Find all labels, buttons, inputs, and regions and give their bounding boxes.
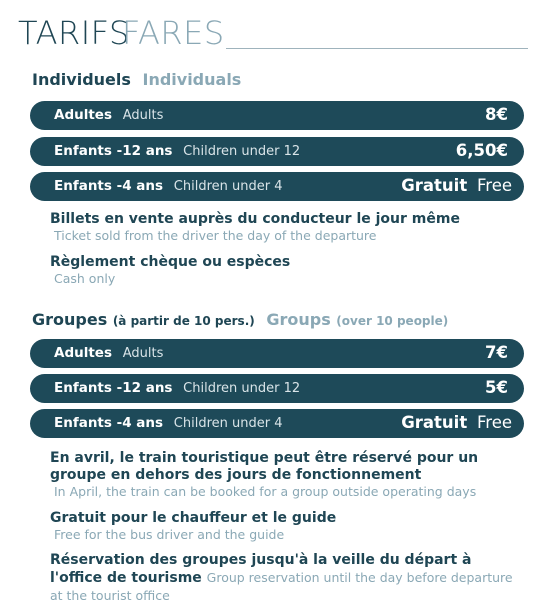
fare-price: 8€	[485, 105, 508, 124]
note-en: Group reservation until the day before departure at the tourist office	[50, 570, 513, 603]
fare-price: Gratuit	[401, 176, 468, 195]
info-note	[50, 510, 520, 543]
note-fr: Gratuit pour le chauffeur et le guide	[50, 510, 337, 526]
note-fr: En avril, le train touristique peut être réservé pour un groupe en dehors des jours de fonctionnement	[50, 450, 479, 483]
fare-label-fr: Adultes	[54, 345, 112, 361]
fare-price-en: Free	[476, 413, 512, 432]
page-title: TARIFS	[18, 14, 130, 52]
fare-label-en: Children under 4	[173, 179, 283, 194]
info-note	[50, 211, 520, 244]
fare-row	[30, 409, 524, 438]
heading-fr: Groupes	[32, 310, 108, 329]
fare-price: 5€	[485, 378, 508, 397]
fare-price: Gratuit	[401, 413, 468, 432]
fare-row	[30, 172, 524, 201]
fare-row	[30, 101, 524, 130]
section-heading-groups	[32, 310, 448, 329]
heading-fr: Individuels	[32, 70, 131, 89]
fare-label-fr: Enfants -12 ans	[54, 143, 173, 159]
note-en: In April, the train can be booked for a group outside operating days	[54, 484, 477, 499]
fare-label-fr: Adultes	[54, 107, 112, 123]
fare-label-en: Children under 12	[183, 381, 301, 396]
info-note	[50, 552, 515, 605]
note-en: Cash only	[54, 271, 116, 286]
fare-row	[30, 137, 524, 166]
fare-label-en: Adults	[122, 346, 164, 361]
fare-label-en: Adults	[122, 108, 164, 123]
section-heading-individual	[32, 70, 241, 89]
note-en: Ticket sold from the driver the day of the departure	[54, 228, 377, 243]
heading-en: Individuals	[142, 70, 242, 89]
page-title-en: FARES	[122, 14, 225, 52]
fare-label-fr: Enfants -4 ans	[54, 178, 164, 194]
fare-label-fr: Enfants -4 ans	[54, 415, 164, 431]
note-fr: Règlement chèque ou espèces	[50, 254, 291, 270]
info-note	[50, 450, 520, 500]
fare-label-en: Children under 4	[173, 416, 283, 431]
fare-row	[30, 374, 524, 403]
page-header	[18, 14, 528, 58]
note-en: Free for the bus driver and the guide	[54, 527, 285, 542]
heading-en: Groups	[266, 310, 331, 329]
fare-row	[30, 339, 524, 368]
title-divider	[226, 48, 528, 49]
note-fr: Réservation des groupes jusqu'à la veille du départ à l'office de tourisme	[50, 552, 472, 586]
info-note	[50, 254, 520, 287]
fare-price: 6,50€	[455, 141, 508, 160]
heading-en-note: (over 10 people)	[336, 314, 449, 328]
fare-price-en: Free	[476, 176, 512, 195]
fare-price: 7€	[485, 343, 508, 362]
note-fr: Billets en vente auprès du conducteur le jour même	[50, 211, 460, 227]
fare-label-en: Children under 12	[183, 144, 301, 159]
fare-label-fr: Enfants -12 ans	[54, 380, 173, 396]
heading-fr-note: (à partir de 10 pers.)	[112, 314, 255, 328]
